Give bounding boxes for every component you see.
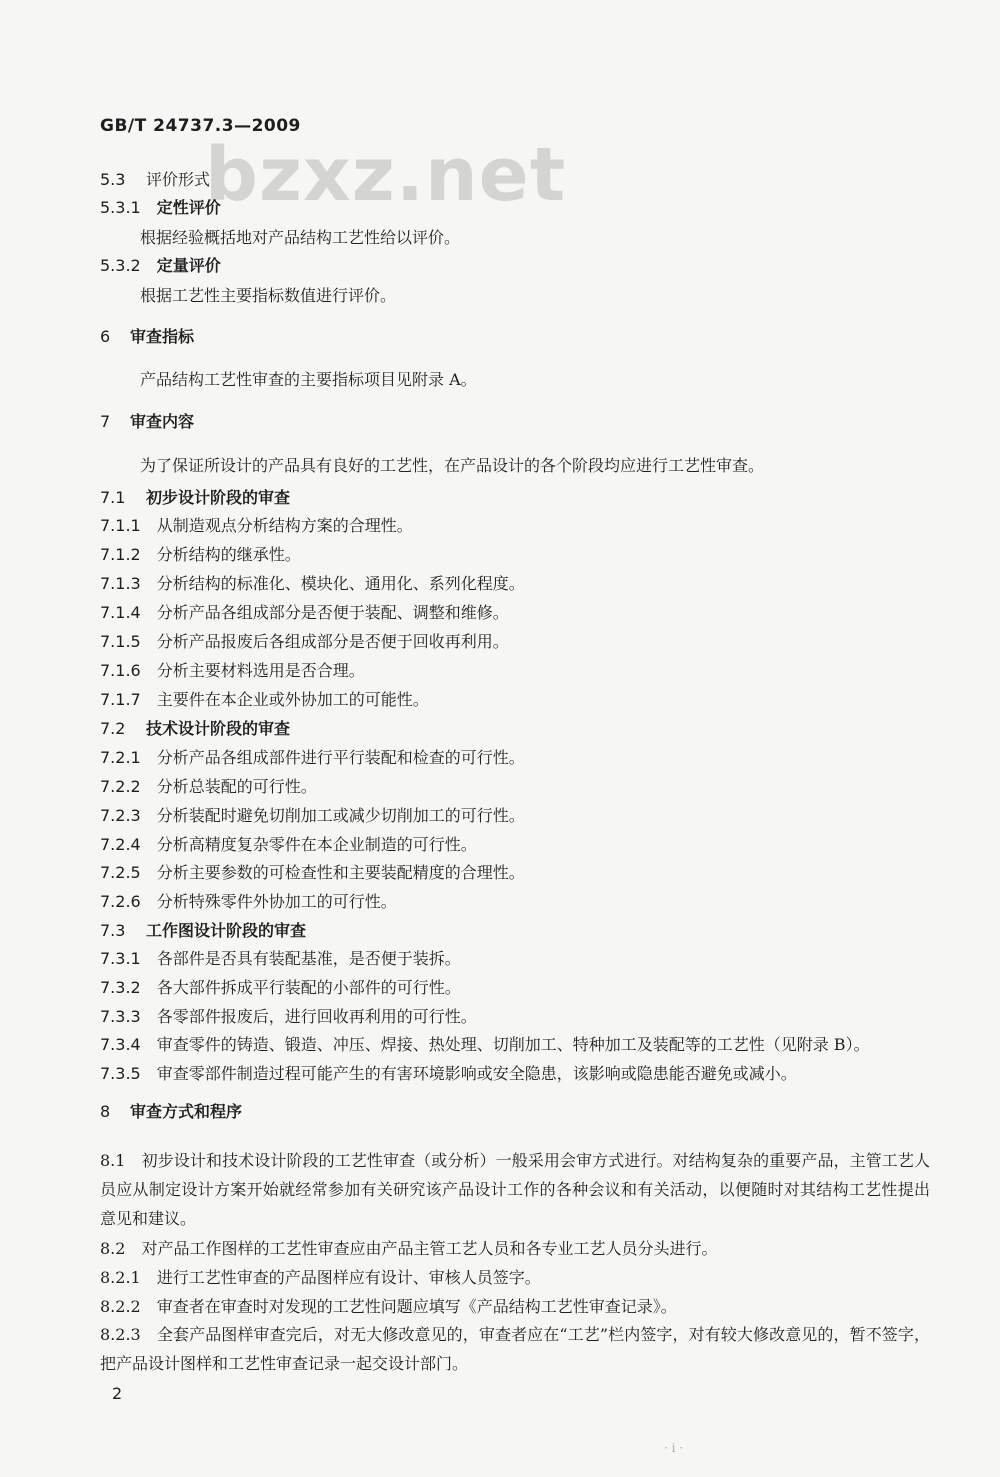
- section-text: 根据经验概括地对产品结构工艺性给以评价。: [140, 228, 461, 247]
- line-18: [100, 748, 525, 768]
- paragraph-8-2-3: 8.2.3 全套产品图样审查完后，对无大修改意见的，审查者应在“工艺”栏内签字，对有较大修改意见的，暂不签字，把产品设计图样和工艺性审查记录一起交设计部门。: [100, 1325, 930, 1373]
- line-7: [100, 412, 194, 432]
- line-4: [140, 286, 396, 306]
- line-14: [100, 632, 509, 652]
- line-1: [100, 198, 221, 218]
- section-number: 7.1.4: [100, 603, 141, 622]
- section-text: 审查指标: [130, 327, 195, 346]
- line-10: [100, 516, 413, 536]
- section-number: 7.1.2: [100, 545, 141, 564]
- section-number: 6: [100, 327, 111, 346]
- line-28: [100, 1035, 870, 1055]
- line-17: [100, 719, 290, 739]
- section-text: 分析结构的标准化、模块化、通用化、系列化程度。: [156, 574, 525, 593]
- section-text: 各零部件报废后，进行回收再利用的可行性。: [156, 1007, 477, 1026]
- section-text: 分析总装配的可行性。: [156, 777, 317, 796]
- line-23: [100, 892, 397, 912]
- line-24: [100, 921, 306, 941]
- section-number: 8: [100, 1102, 111, 1121]
- line-29: [100, 1064, 797, 1084]
- section-number: 7.1.5: [100, 632, 141, 651]
- paragraph-8-2-1: 8.2.1 进行工艺性审查的产品图样应有设计、审核人员签字。: [100, 1268, 541, 1287]
- section-number: 5.3.1: [100, 198, 141, 217]
- line-9: [100, 488, 290, 508]
- section-text: 各大部件拆成平行装配的小部件的可行性。: [156, 978, 461, 997]
- line-15: [100, 661, 365, 681]
- section-text: 分析装配时避免切削加工或减少切削加工的可行性。: [156, 806, 525, 825]
- section-text: 定量评价: [156, 256, 221, 275]
- watermark: bzxz.net: [205, 132, 567, 218]
- line-5: [100, 327, 194, 347]
- section-number: 7.2.1: [100, 748, 141, 767]
- section-text: 技术设计阶段的审查: [146, 719, 291, 738]
- section-text: 根据工艺性主要指标数值进行评价。: [140, 286, 397, 305]
- section-number: 7.1.3: [100, 574, 141, 593]
- section-number: 7.2.2: [100, 777, 141, 796]
- section-text: 分析产品各组成部分是否便于装配、调整和维修。: [156, 603, 509, 622]
- section-text: 分析主要参数的可检查性和主要装配精度的合理性。: [156, 863, 525, 882]
- section-text: 分析产品各组成部件进行平行装配和检查的可行性。: [156, 748, 525, 767]
- section-number: 7.2.3: [100, 806, 141, 825]
- line-19: [100, 777, 317, 797]
- line-25: [100, 949, 461, 969]
- section-text: 初步设计阶段的审查: [146, 488, 291, 507]
- section-number: 7.1.1: [100, 516, 141, 535]
- line-27: [100, 1007, 477, 1027]
- section-number: 7.3.1: [100, 949, 141, 968]
- section-number: 5.3: [100, 170, 126, 189]
- section-number: 7.3.3: [100, 1007, 141, 1026]
- line-11: [100, 545, 301, 565]
- section-number: 7: [100, 412, 111, 431]
- line-30: [100, 1102, 242, 1122]
- section-text: 为了保证所设计的产品具有良好的工艺性，在产品设计的各个阶段均应进行工艺性审查。: [140, 456, 765, 475]
- section-text: 产品结构工艺性审查的主要指标项目见附录 A。: [140, 370, 477, 389]
- section-text: 工作图设计阶段的审查: [146, 921, 307, 940]
- scan-mark: · i ·: [664, 1441, 684, 1455]
- line-20: [100, 806, 525, 826]
- section-number: 7.2.6: [100, 892, 141, 911]
- section-number: 7.2.4: [100, 835, 141, 854]
- section-text: 评价形式: [146, 170, 211, 189]
- line-8: [140, 456, 764, 476]
- section-number: 7.1.6: [100, 661, 141, 680]
- line-16: [100, 690, 429, 710]
- section-text: 分析高精度复杂零件在本企业制造的可行性。: [156, 835, 477, 854]
- section-number: 7.3.4: [100, 1035, 141, 1054]
- section-text: 审查内容: [130, 412, 195, 431]
- section-number: 7.3: [100, 921, 126, 940]
- section-number: 5.3.2: [100, 256, 141, 275]
- line-26: [100, 978, 461, 998]
- section-text: 分析结构的继承性。: [156, 545, 301, 564]
- section-text: 审查方式和程序: [130, 1102, 243, 1121]
- line-3: [100, 256, 221, 276]
- section-number: 7.3.5: [100, 1064, 141, 1083]
- section-text: 主要件在本企业或外协加工的可能性。: [156, 690, 429, 709]
- section-number: 7.3.2: [100, 978, 141, 997]
- section-text: 各部件是否具有装配基准，是否便于装拆。: [156, 949, 461, 968]
- section-text: 分析主要材料选用是否合理。: [156, 661, 365, 680]
- paragraph-8-1: 8.1 初步设计和技术设计阶段的工艺性审查（或分析）一般采用会审方式进行。对结构复杂的重要产品，主管工艺人员应从制定设计方案开始就经常参加有关研究该产品设计工作的各种会议和有关活动，以便随时对其结构工艺性提出意见和建议。: [100, 1151, 930, 1228]
- section-text: 分析产品报废后各组成部分是否便于回收再利用。: [156, 632, 509, 651]
- section-text: 从制造观点分析结构方案的合理性。: [156, 516, 413, 535]
- line-6: [140, 370, 477, 390]
- line-21: [100, 835, 477, 855]
- line-22: [100, 863, 525, 883]
- section-number: 7.2: [100, 719, 126, 738]
- page-number: 2: [112, 1384, 123, 1403]
- line-13: [100, 603, 509, 623]
- standard-header: GB/T 24737.3—2009: [100, 116, 301, 136]
- section-number: 7.2.5: [100, 863, 141, 882]
- paragraph-8-2: 8.2 对产品工作图样的工艺性审查应由产品主管工艺人员和各专业工艺人员分头进行。: [100, 1239, 718, 1258]
- section-number: 7.1.7: [100, 690, 141, 709]
- line-0: [100, 170, 210, 190]
- section-text: 定性评价: [156, 198, 221, 217]
- section-text: 审查零件的铸造、锻造、冲压、焊接、热处理、切削加工、特种加工及装配等的工艺性（见附录 B）。: [156, 1035, 870, 1054]
- paragraph-8-2-2: 8.2.2 审查者在审查时对发现的工艺性问题应填写《产品结构工艺性审查记录》。: [100, 1297, 677, 1316]
- section-number: 7.1: [100, 488, 126, 507]
- section-text: 审查零部件制造过程可能产生的有害环境影响或安全隐患，该影响或隐患能否避免或减小。: [156, 1064, 797, 1083]
- section-text: 分析特殊零件外协加工的可行性。: [156, 892, 397, 911]
- line-12: [100, 574, 525, 594]
- line-2: [140, 228, 460, 248]
